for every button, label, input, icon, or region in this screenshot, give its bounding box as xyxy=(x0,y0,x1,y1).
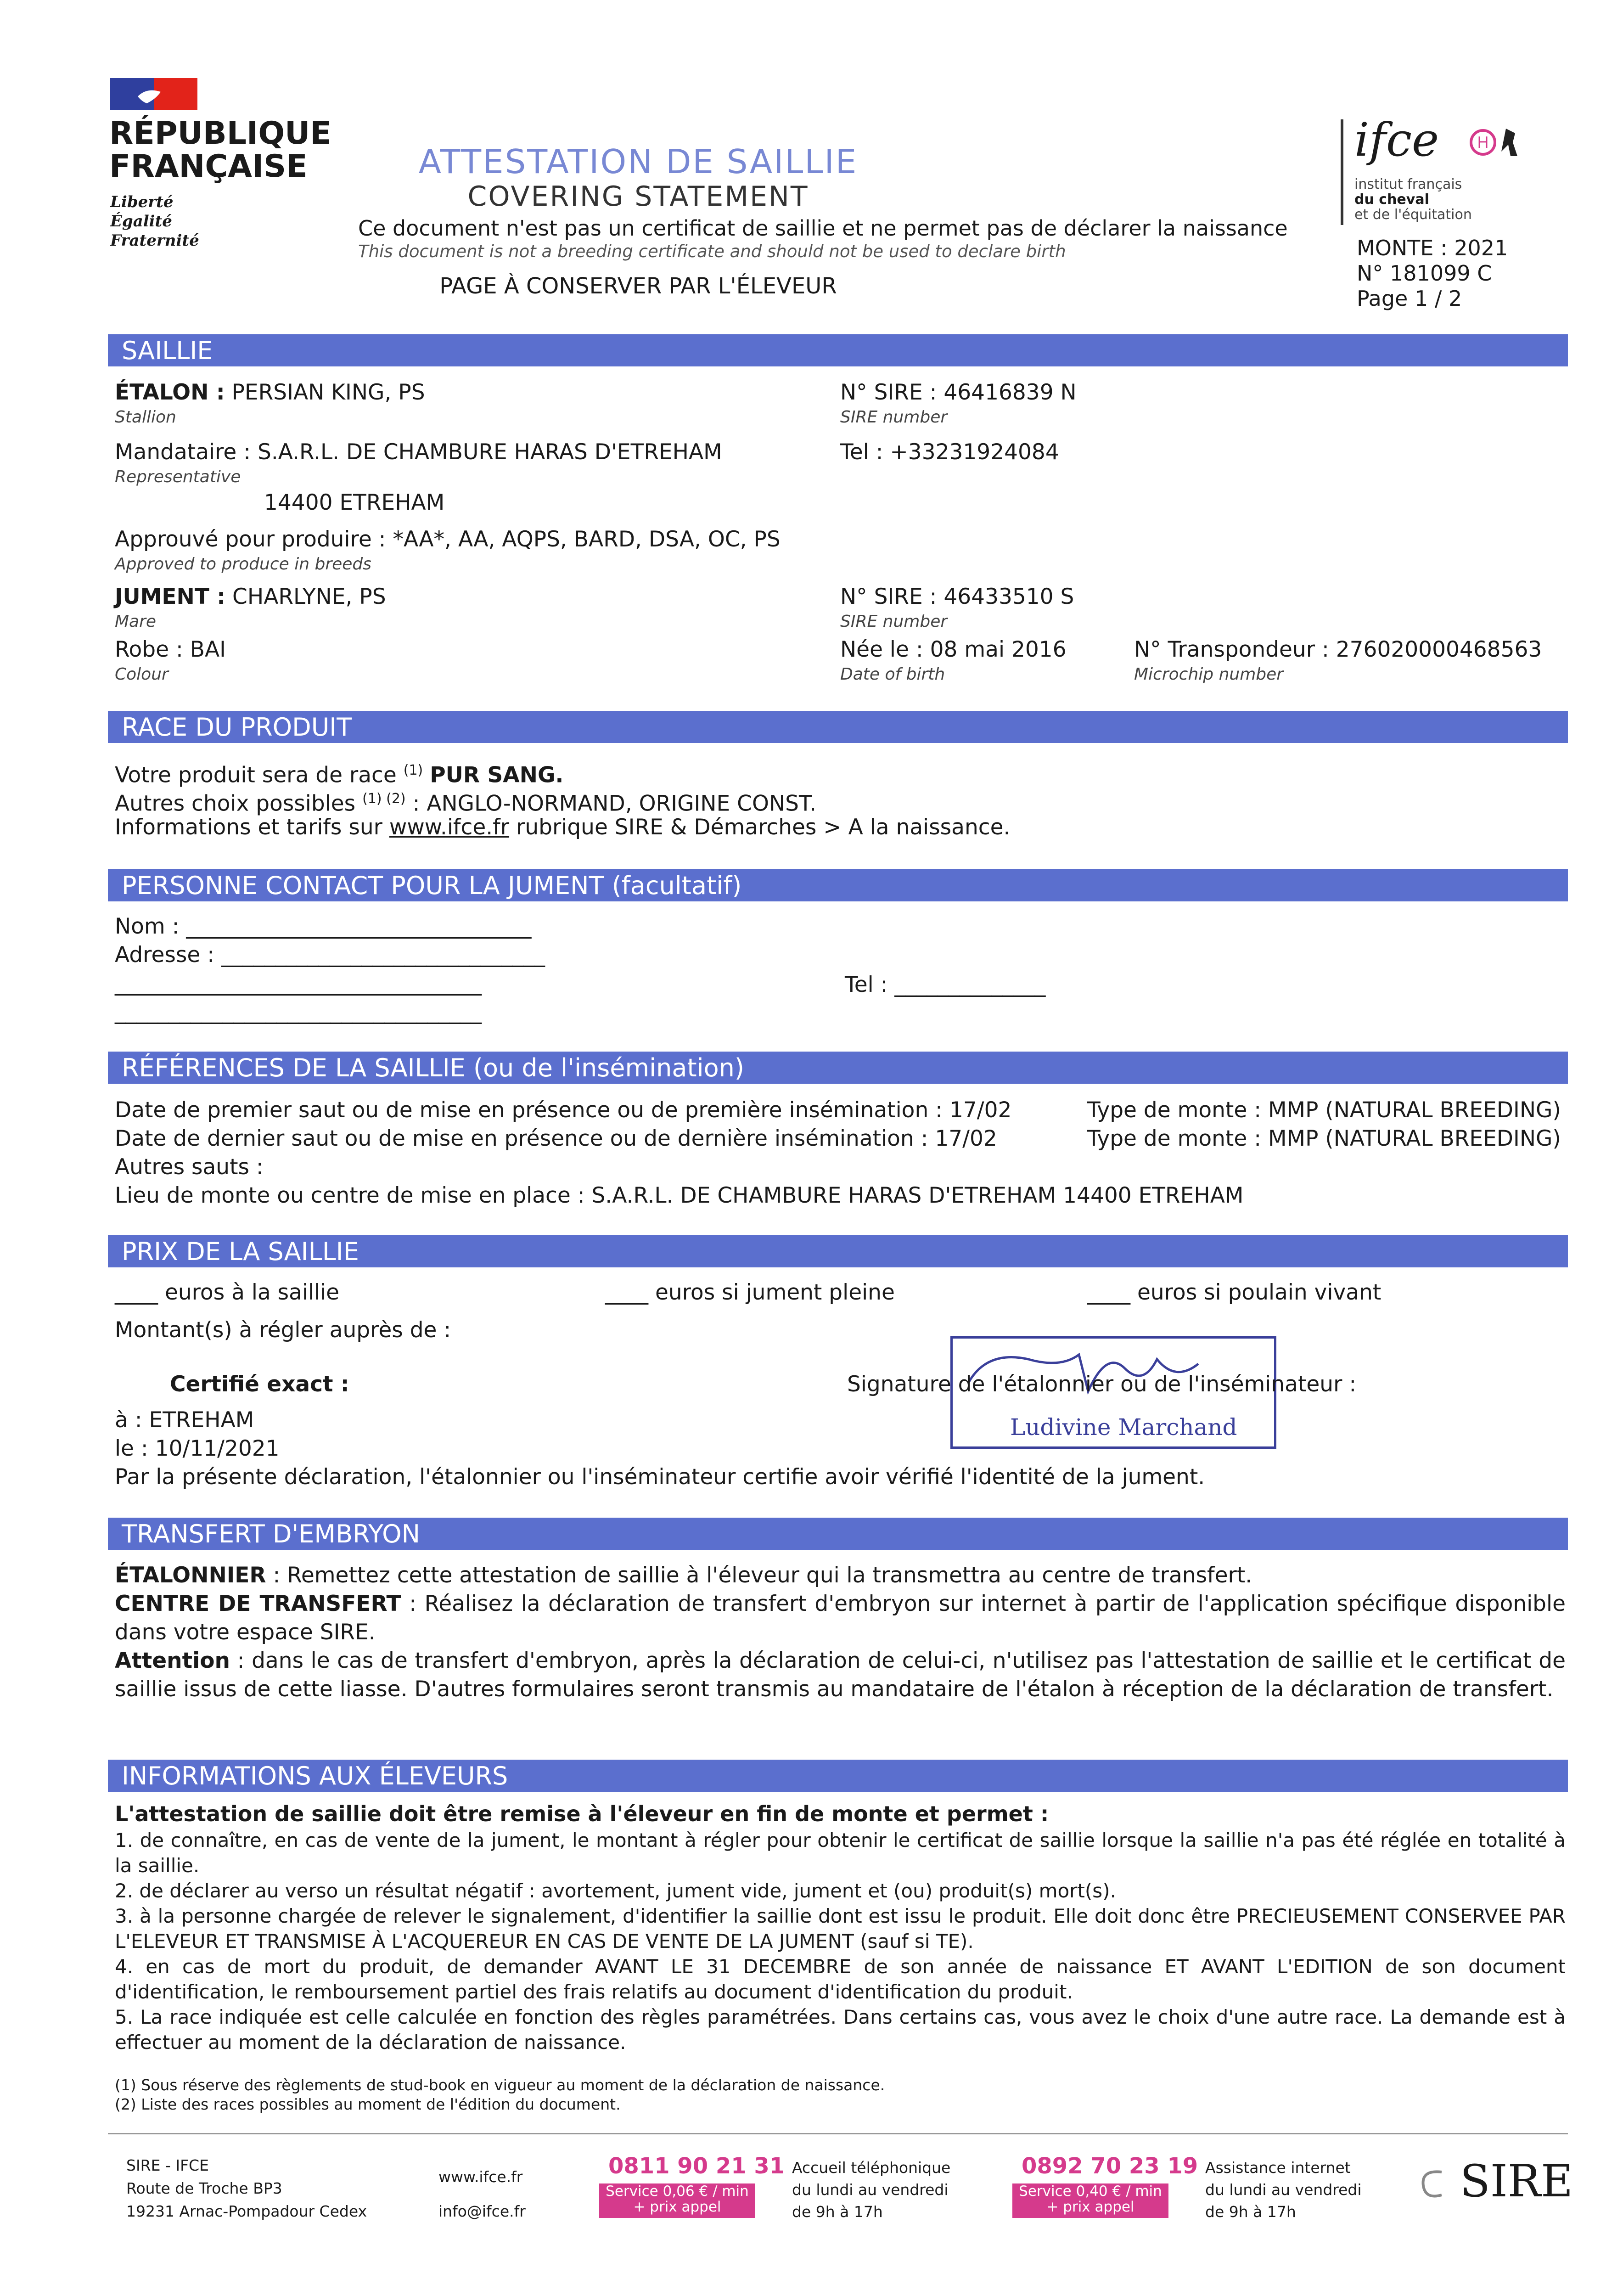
contact-line4: __________________________________ xyxy=(115,999,482,1024)
ref-type2: Type de monte : MMP (NATURAL BREEDING) xyxy=(1087,1126,1561,1151)
rf-logo xyxy=(110,78,197,110)
band-infos xyxy=(108,1760,1568,1792)
race-line2-value: : ANGLO-NORMAND, ORIGINE CONST. xyxy=(412,791,817,816)
footer-desc1-1: Accueil téléphonique xyxy=(792,2159,951,2177)
band-transfert xyxy=(108,1518,1568,1550)
etalon-en: Stallion xyxy=(115,408,176,427)
signature-label: Signature de l'étalonnier ou de l'inséminateur : xyxy=(847,1372,1357,1397)
ifce-line2: du cheval xyxy=(1354,191,1429,208)
sire-en: SIRE number xyxy=(840,408,948,427)
race-line3 xyxy=(115,814,1010,841)
infos-lead: L'attestation de saillie doit être remise à l'éleveur en fin de monte et permet : xyxy=(115,1801,1049,1826)
transfert-p3-text: : dans le cas de transfert d'embryon, après la déclaration de celui-ci, n'utilisez pas l'attestation de saillie et le certificat de saillie issus de cette liasse. D'autres formulaires seront transmis au mandataire de l'étalon à réception de la déclaration de transfert. xyxy=(115,1648,1566,1702)
rf-line2: FRANÇAISE xyxy=(109,148,308,185)
contact-tel: Tel : ______________ xyxy=(845,972,1046,997)
race-line1-value: PUR SANG. xyxy=(430,762,564,788)
disclaimer-en: This document is not a breeding certificate and should not be used to declare birth xyxy=(358,242,1066,261)
contact-line3: __________________________________ xyxy=(115,971,482,996)
keep-notice: PAGE À CONSERVER PAR L'ÉLEVEUR xyxy=(439,273,837,299)
ref-lieu: Lieu de monte ou centre de mise en place : S.A.R.L. DE CHAMBURE HARAS D'ETREHAM 14400 ETREHAM xyxy=(115,1183,1244,1208)
jument-sire: N° SIRE : 46433510 S xyxy=(840,584,1074,609)
montant: Montant(s) à régler auprès de : xyxy=(115,1317,451,1343)
race-line2 xyxy=(115,785,816,818)
transfert-p2-label: CENTRE DE TRANSFERT xyxy=(115,1591,401,1616)
footnote-2: (2) Liste des races possibles au moment de l'édition du document. xyxy=(115,2095,621,2113)
doc-title: ATTESTATION DE SAILLIE xyxy=(418,142,858,181)
ref-type1: Type de monte : MMP (NATURAL BREEDING) xyxy=(1087,1097,1561,1123)
band-contact xyxy=(108,869,1568,901)
etalon-line xyxy=(115,379,425,406)
rf-motto1: Liberté xyxy=(110,193,174,211)
race-line3-rest: rubrique SIRE & Démarches > A la naissance. xyxy=(516,815,1011,840)
infos-item-2: 2. de déclarer au verso un résultat négatif : avortement, jument vide, jument et (ou) produit(s) mort(s). xyxy=(115,1880,1116,1902)
transfert-p1-label: ÉTALONNIER xyxy=(115,1563,266,1588)
ref-last: Date de dernier saut ou de mise en présence ou de dernière insémination : 17/02 xyxy=(115,1126,997,1151)
robe: Robe : BAI xyxy=(115,637,226,662)
sire-swirl-icon xyxy=(1416,2165,1449,2202)
footnote-1: (1) Sous réserve des règlements de stud-book en vigueur au moment de la déclaration de naissance. xyxy=(115,2076,885,2094)
race-line1-text: Votre produit sera de race xyxy=(115,762,397,788)
transfert-p3-label: Attention xyxy=(115,1648,230,1673)
mandataire-tel: Tel : +33231924084 xyxy=(840,439,1059,465)
certifie: Certifié exact : xyxy=(170,1372,349,1397)
footer-desc2-1: Assistance internet xyxy=(1205,2159,1351,2177)
header-center xyxy=(358,142,1288,299)
declaration: Par la présente déclaration, l'étalonnier ou l'inséminateur certifie avoir vérifié l'identité de la jument. xyxy=(115,1464,1205,1490)
etalon-label: ÉTALON : xyxy=(115,380,225,405)
infos-item-4: 4. en cas de mort du produit, de demander AVANT LE 31 DECEMBRE de son année de naissance ET AVANT L'EDITION de son document d'identification, le remboursement partiel des frais relatifs au document d'identification du produit. xyxy=(115,1955,1566,2003)
band-prix-label: PRIX DE LA SAILLIE xyxy=(122,1237,359,1266)
ifce-logo: ifce xyxy=(1354,113,1439,167)
etalon-value: PERSIAN KING, PS xyxy=(231,380,425,405)
race-line1 xyxy=(115,757,563,789)
band-contact-label: PERSONNE CONTACT POUR LA JUMENT (facultatif) xyxy=(122,871,742,900)
robe-en: Colour xyxy=(115,665,168,684)
ifce-line3: et de l'équitation xyxy=(1354,207,1472,223)
footer-desc1-2: du lundi au vendredi xyxy=(792,2181,949,2199)
band-transfert-label: TRANSFERT D'EMBRYON xyxy=(122,1519,421,1548)
prix-date: le : 10/11/2021 xyxy=(115,1436,280,1461)
infos-item-3: 3. à la personne chargée de relever le signalement, d'identifier la saillie dont est issu le produit. Elle doit donc être PRECIEUSEMENT CONSERVEE PAR L'ELEVEUR ET TRANSMISE À L'ACQUEREUR EN CAS DE VENTE DE LA JUMENT (sauf si TE). xyxy=(115,1905,1566,1953)
footer-org2: Route de Troche BP3 xyxy=(126,2179,282,2197)
ifce-link[interactable]: www.ifce.fr xyxy=(389,815,510,840)
jument-label: JUMENT : xyxy=(115,584,226,609)
page-number: Page 1 / 2 xyxy=(1357,286,1462,311)
nee-en: Date of birth xyxy=(840,665,945,684)
rf-line1: RÉPUBLIQUE xyxy=(109,115,331,152)
transfert-p1 xyxy=(115,1561,1566,1590)
ref-autres: Autres sauts : xyxy=(115,1154,264,1180)
doc-subtitle: COVERING STATEMENT xyxy=(467,180,809,213)
sire-logo: SIRE xyxy=(1460,2155,1573,2207)
doc-number: N° 181099 C xyxy=(1357,261,1492,286)
band-saillie-label: SAILLIE xyxy=(122,336,213,365)
ifce-horse-icon xyxy=(1469,124,1524,161)
footer-org3: 19231 Arnac-Pompadour Cedex xyxy=(126,2202,367,2220)
race-line1-sup: (1) xyxy=(403,762,423,778)
rf-motto2: Égalité xyxy=(110,212,172,231)
band-infos-label: INFORMATIONS AUX ÉLEVEURS xyxy=(122,1761,508,1790)
svg-text:H: H xyxy=(1477,134,1489,152)
contact-adresse: Adresse : ______________________________ xyxy=(115,942,545,968)
sire-label: N° SIRE : xyxy=(840,380,937,405)
band-race-label: RACE DU PRODUIT xyxy=(122,713,352,742)
jument-line xyxy=(115,583,386,611)
footer-phone2[interactable]: 0892 70 23 19 xyxy=(1022,2153,1198,2179)
approved-en: Approved to produce in breeds xyxy=(115,555,372,574)
nee: Née le : 08 mai 2016 xyxy=(840,637,1067,662)
mandataire-en: Representative xyxy=(115,467,241,486)
mandataire: Mandataire : S.A.R.L. DE CHAMBURE HARAS D'ETREHAM xyxy=(115,439,722,465)
transfert-p3 xyxy=(115,1647,1566,1704)
stamp-name: Ludivine Marchand xyxy=(1010,1414,1237,1441)
disclaimer-fr: Ce document n'est pas un certificat de saillie et ne permet pas de déclarer la naissance xyxy=(358,216,1288,241)
prix-pleine: ____ euros si jument pleine xyxy=(605,1280,895,1305)
mandataire-address: 14400 ETREHAM xyxy=(264,490,445,515)
infos-item-5: 5. La race indiquée est celle calculée en fonction des règles paramétrées. Dans certains cas, vous avez le choix d'une autre race. La demande est à effectuer au moment de la déclaration de naissance. xyxy=(115,2006,1566,2054)
band-references xyxy=(108,1052,1568,1084)
footer-phone1[interactable]: 0811 90 21 31 xyxy=(608,2153,785,2179)
footer-web[interactable]: www.ifce.fr xyxy=(438,2168,523,2186)
transpondeur-en: Microchip number xyxy=(1134,665,1284,684)
race-line2-sup: (1) (2) xyxy=(362,791,406,807)
footer-price2: Service 0,40 € / min + prix appel xyxy=(1012,2183,1168,2218)
rf-motto3: Fraternité xyxy=(110,231,199,250)
band-saillie xyxy=(108,334,1568,366)
sire-value: 46416839 N xyxy=(943,380,1077,405)
footer-divider xyxy=(108,2133,1568,2134)
jument-sire-en: SIRE number xyxy=(840,612,948,631)
footer-mail[interactable]: info@ifce.fr xyxy=(438,2202,526,2220)
transfert-p2 xyxy=(115,1590,1566,1647)
infos-item-1: 1. de connaître, en cas de vente de la jument, le montant à régler pour obtenir le certificat de saillie lorsque la saillie n'a pas été réglée en totalité à la saillie. xyxy=(115,1829,1566,1877)
sire-line xyxy=(840,379,1077,406)
marianne-flag-icon xyxy=(110,78,197,110)
footer-desc1-3: de 9h à 17h xyxy=(792,2203,883,2221)
ifce-line1: institut français xyxy=(1354,176,1462,192)
contact-nom: Nom : ________________________________ xyxy=(115,914,532,939)
monte: MONTE : 2021 xyxy=(1357,236,1508,260)
race-line2-text: Autres choix possibles xyxy=(115,791,356,816)
transfert-p2-text: : Réalisez la déclaration de transfert d'embryon sur internet à partir de l'application spécifique disponible dans votre espace SIRE. xyxy=(115,1591,1566,1645)
jument-value: CHARLYNE, PS xyxy=(232,584,386,609)
footer-desc2-3: de 9h à 17h xyxy=(1205,2203,1296,2221)
band-race xyxy=(108,711,1568,743)
transpondeur: N° Transpondeur : 276020000468563 xyxy=(1134,637,1542,662)
footer-desc2-2: du lundi au vendredi xyxy=(1205,2181,1362,2199)
transfert-p1-text: : Remettez cette attestation de saillie à l'éleveur qui la transmettra au centre de transfert. xyxy=(266,1563,1252,1588)
prix-vivant: ____ euros si poulain vivant xyxy=(1087,1280,1382,1305)
band-prix xyxy=(108,1235,1568,1267)
band-references-label: RÉFÉRENCES DE LA SAILLIE (ou de l'insémination) xyxy=(122,1053,744,1082)
prix-lieu: à : ETREHAM xyxy=(115,1407,254,1433)
footer-price1: Service 0,06 € / min + prix appel xyxy=(599,2183,755,2218)
ref-first: Date de premier saut ou de mise en présence ou de première insémination : 17/02 xyxy=(115,1097,1012,1123)
prix-saillie: ____ euros à la saillie xyxy=(115,1280,340,1305)
footer-org1: SIRE - IFCE xyxy=(126,2156,209,2174)
jument-en: Mare xyxy=(115,612,157,631)
approved: Approuvé pour produire : *AA*, AA, AQPS, BARD, DSA, OC, PS xyxy=(115,527,781,552)
race-line3-text: Informations et tarifs sur xyxy=(115,815,382,840)
